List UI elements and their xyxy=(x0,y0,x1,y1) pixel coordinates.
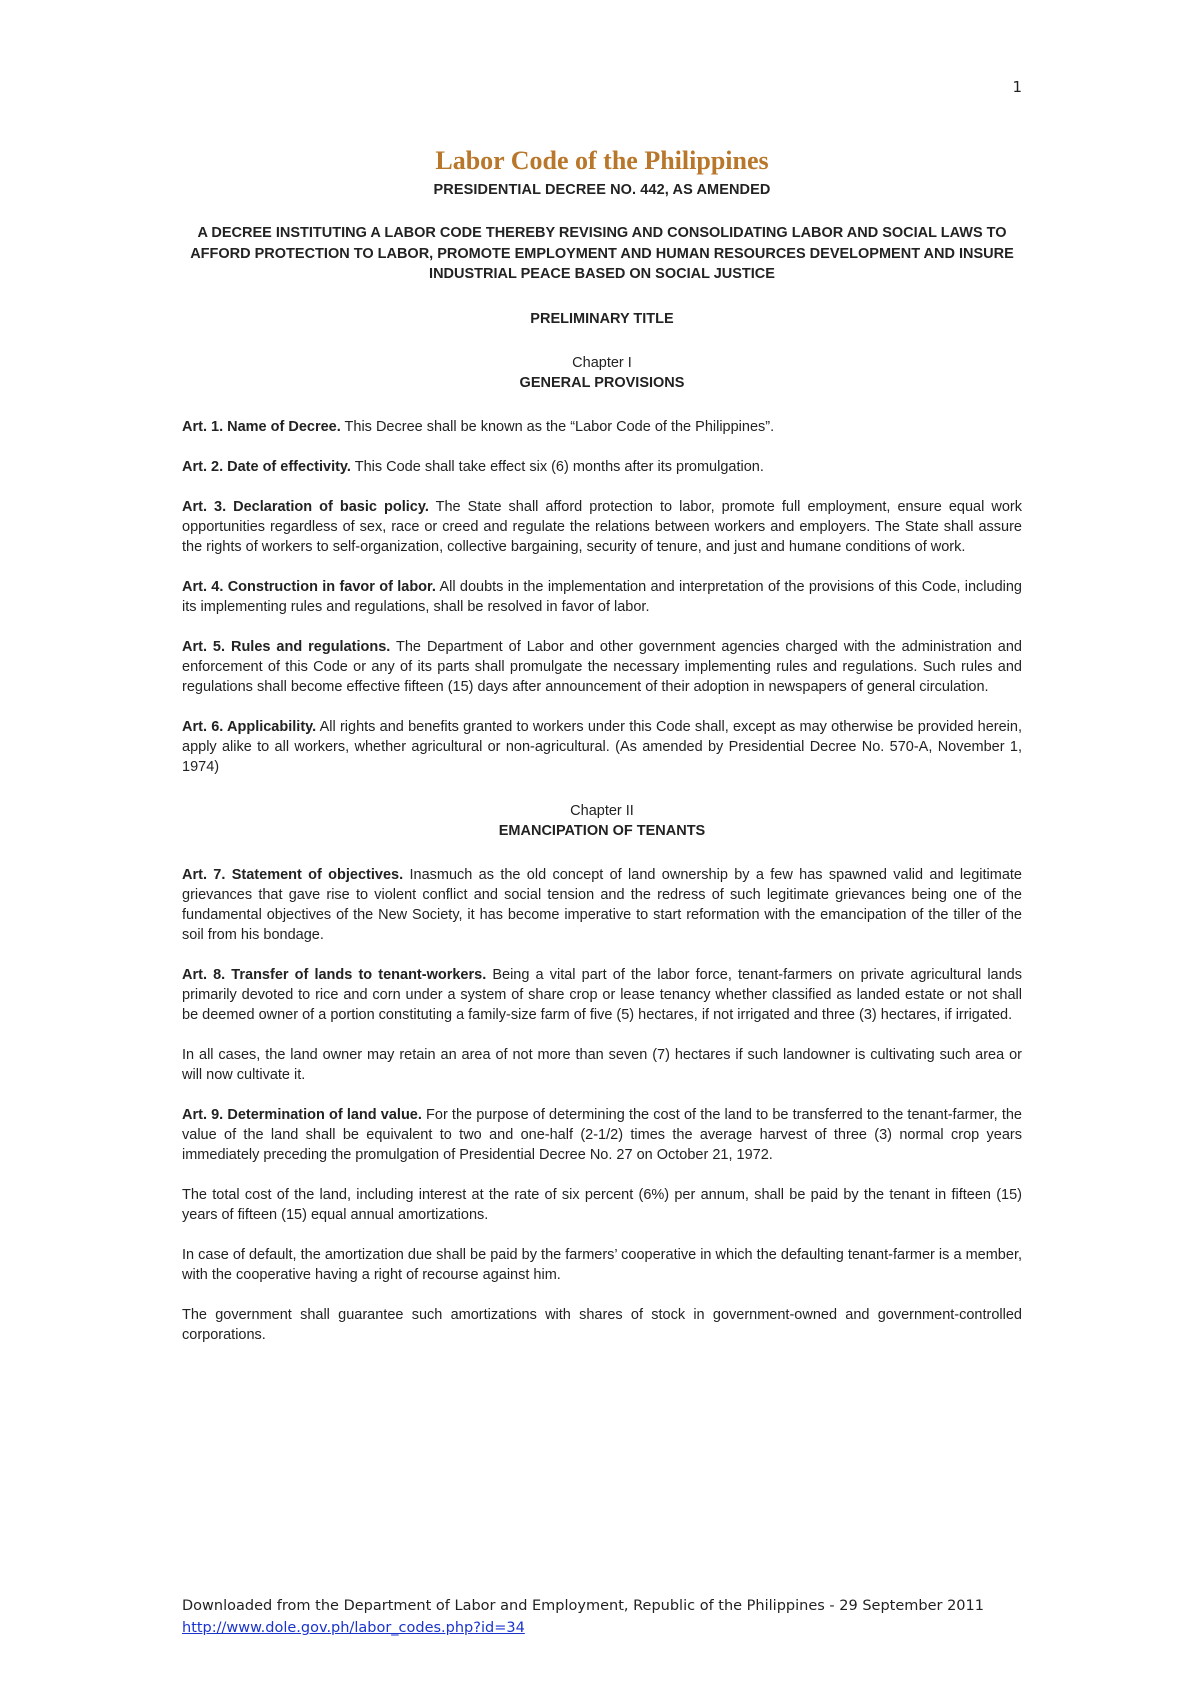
page-number: 1 xyxy=(1012,78,1022,96)
article-text: In all cases, the land owner may retain an area of not more than seven (7) hectares if such landowner is cultivating such area or will now cultivate it. xyxy=(182,1046,1022,1083)
article-label: Art. 4. Construction in favor of labor. xyxy=(182,578,436,595)
document-body xyxy=(182,142,1022,1345)
article-paragraph xyxy=(182,577,1022,617)
article-paragraph xyxy=(182,1185,1022,1225)
preliminary-title: PRELIMINARY TITLE xyxy=(530,310,674,327)
article-label: Art. 5. Rules and regulations. xyxy=(182,638,391,655)
article-text: The Department of Labor and other government agencies charged with the administration and enforcement of this Code or any of its parts shall promulgate the necessary implementing rules and regulations. Such rules and regulations shall become effective fifteen (15) days after announcement of their adoption in newspapers of general circulation. xyxy=(182,638,1022,695)
article-text: The government shall guarantee such amortizations with shares of stock in government-owned and government-controlled corporations. xyxy=(182,1306,1022,1343)
article-text: Inasmuch as the old concept of land ownership by a few has spawned valid and legitimate grievances that gave rise to violent conflict and social tension and the redress of such legitimate grievances being one of the fundamental objectives of the New Society, it has become imperative to start reformation with the emancipation of the tiller of the soil from his bondage. xyxy=(182,866,1022,943)
article-label: Art. 3. Declaration of basic policy. xyxy=(182,498,429,515)
article-paragraph xyxy=(182,637,1022,697)
article-label: Art. 8. Transfer of lands to tenant-workers. xyxy=(182,966,487,983)
decree-description: A DECREE INSTITUTING A LABOR CODE THEREBY REVISING AND CONSOLIDATING LABOR AND SOCIAL LAWS TO AFFORD PROTECTION TO LABOR, PROMOTE EMPLOYMENT AND HUMAN RESOURCES DEVELOPMENT AND INSURE INDUSTRIAL PEACE BASED ON SOCIAL JUSTICE xyxy=(190,225,1014,283)
footer-link[interactable]: http://www.dole.gov.ph/labor_codes.php?id=34 xyxy=(182,1620,525,1636)
chapter-label: Chapter II xyxy=(570,802,634,819)
document-title: Labor Code of the Philippines xyxy=(435,146,769,175)
article-paragraph xyxy=(182,1305,1022,1345)
page-footer xyxy=(182,1595,1022,1639)
article-text: All doubts in the implementation and interpretation of the provisions of this Code, including its implementing rules and regulations, shall be resolved in favor of labor. xyxy=(182,578,1022,615)
article-text: The State shall afford protection to labor, promote full employment, ensure equal work opportunities regardless of sex, race or creed and regulate the relations between workers and employers. The State shall assure the rights of workers to self-organization, collective bargaining, security of tenure, and just and humane conditions of work. xyxy=(182,498,1023,555)
article-paragraph xyxy=(182,1105,1022,1165)
chapter-title: GENERAL PROVISIONS xyxy=(519,374,685,391)
article-label: Art. 1. Name of Decree. xyxy=(182,418,341,435)
article-label: Art. 6. Applicability. xyxy=(182,718,317,735)
article-paragraph xyxy=(182,717,1022,777)
article-text: For the purpose of determining the cost of the land to be transferred to the tenant-farmer, the value of the land shall be equivalent to two and one-half (2-1/2) times the average harvest of three (3) normal crop years immediately preceding the promulgation of Presidential Decree No. 27 on October 21, 1972. xyxy=(182,1106,1022,1163)
article-label: Art. 9. Determination of land value. xyxy=(182,1106,422,1123)
article-paragraph xyxy=(182,417,1022,437)
article-paragraph xyxy=(182,1245,1022,1285)
article-text: This Decree shall be known as the “Labor Code of the Philippines”. xyxy=(340,418,775,435)
chapter-label: Chapter I xyxy=(572,354,632,371)
article-text: In case of default, the amortization due shall be paid by the farmers’ cooperative in which the defaulting tenant-farmer is a member, with the cooperative having a right of recourse against him. xyxy=(182,1246,1022,1283)
decree-number: PRESIDENTIAL DECREE NO. 442, AS AMENDED xyxy=(433,182,771,198)
article-paragraph xyxy=(182,1045,1022,1085)
article-text: This Code shall take effect six (6) months after its promulgation. xyxy=(350,458,764,475)
article-paragraph xyxy=(182,865,1022,945)
article-paragraph xyxy=(182,497,1022,557)
article-text: All rights and benefits granted to workers under this Code shall, except as may otherwise be provided herein, apply alike to all workers, whether agricultural or non-agricultural. (As amended by Presidential Decree No. 570-A, November 1, 1974) xyxy=(182,718,1022,775)
footer-source: Downloaded from the Department of Labor and Employment, Republic of the Philippines - 29 September 2011 xyxy=(182,1598,984,1614)
article-label: Art. 7. Statement of objectives. xyxy=(182,866,404,883)
chapter-title: EMANCIPATION OF TENANTS xyxy=(498,822,706,839)
article-paragraph xyxy=(182,457,1022,477)
article-paragraph xyxy=(182,965,1022,1025)
article-text: The total cost of the land, including interest at the rate of six percent (6%) per annum, shall be paid by the tenant in fifteen (15) years of fifteen (15) equal annual amortizations. xyxy=(182,1186,1022,1223)
article-text: Being a vital part of the labor force, tenant-farmers on private agricultural lands primarily devoted to rice and corn under a system of share crop or lease tenancy whether classified as landed estate or not shall be deemed owner of a portion constituting a family-size farm of five (5) hectares, if not irrigated and three (3) hectares, if irrigated. xyxy=(182,966,1023,1023)
article-label: Art. 2. Date of effectivity. xyxy=(182,458,351,475)
